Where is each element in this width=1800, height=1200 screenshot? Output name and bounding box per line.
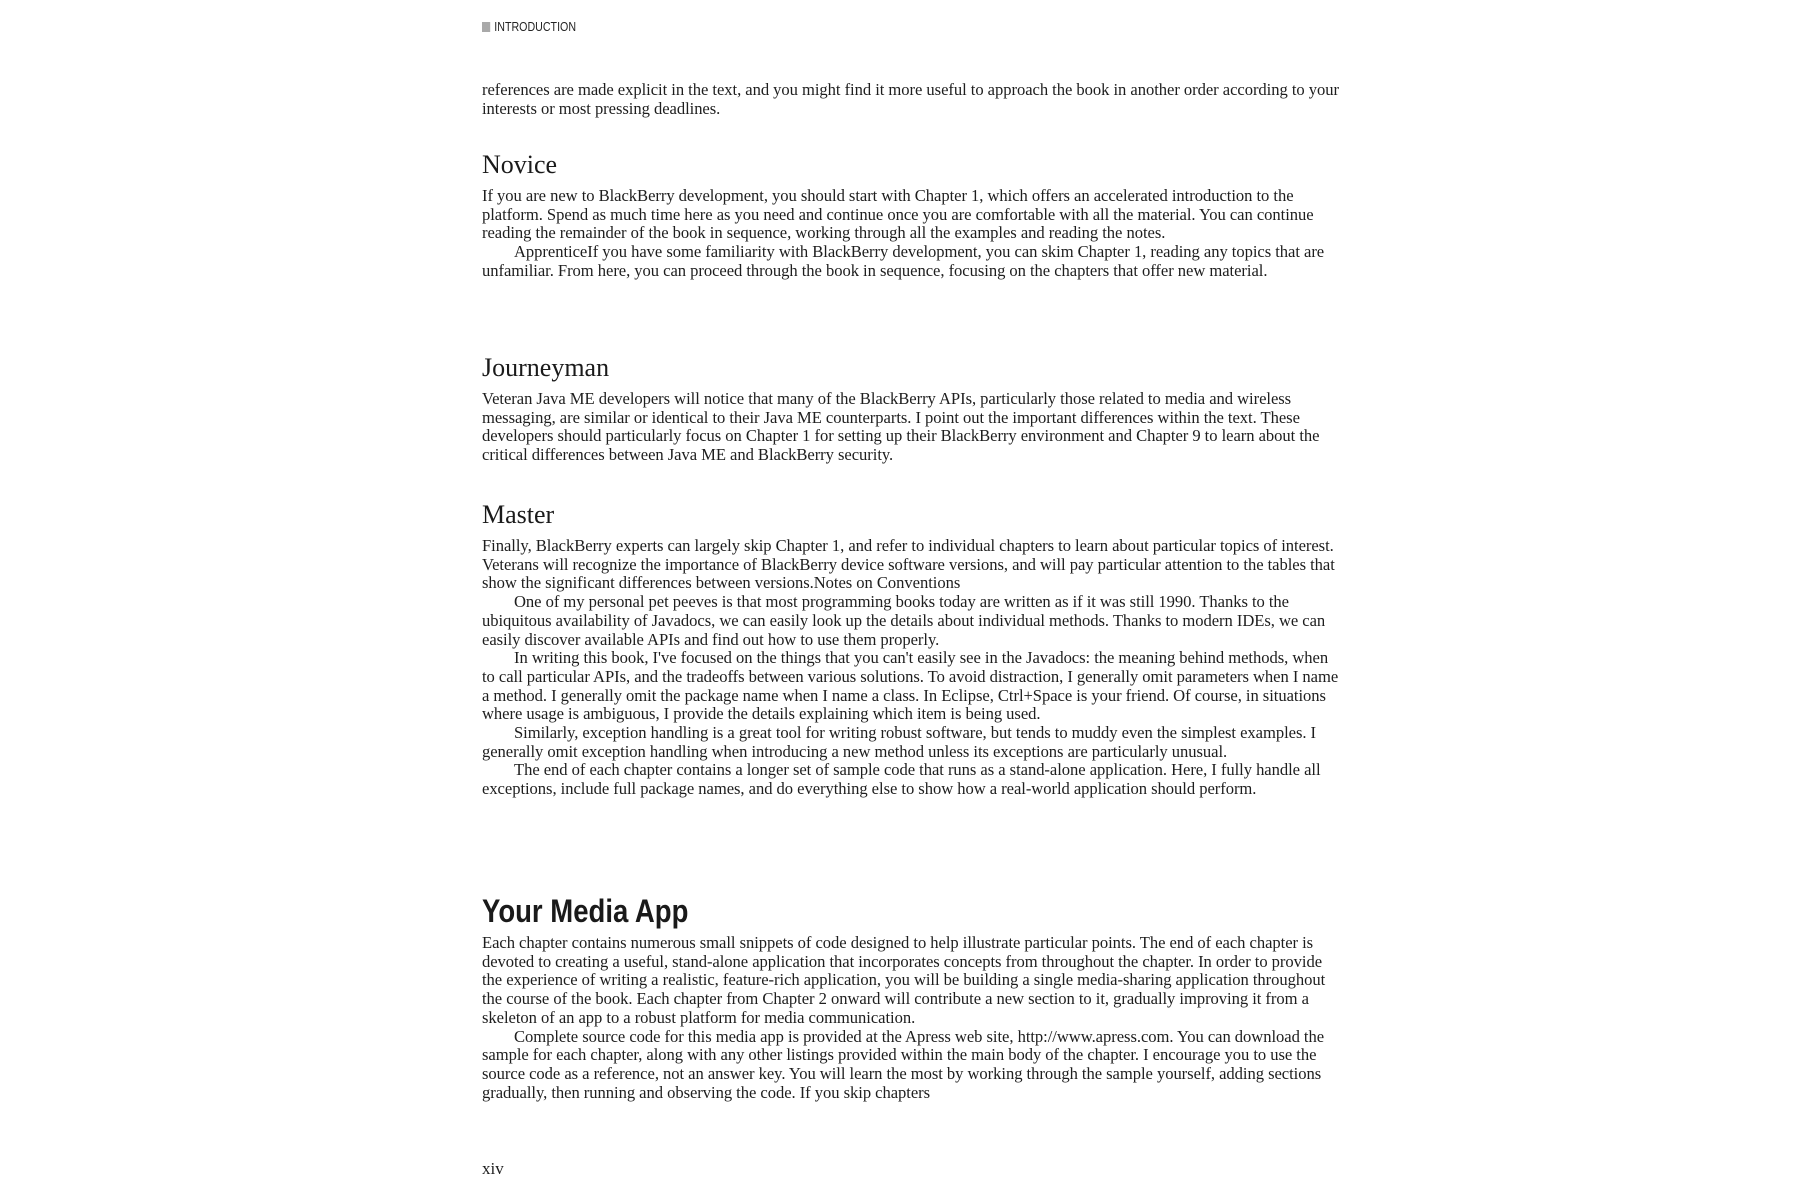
novice-section: [482, 150, 1342, 281]
media-app-section: [482, 893, 1342, 1102]
conventions-paragraph-1: One of my personal pet peeves is that most programming books today are written as if it was still 1990. Thanks to the ubiquitous availability of Javadocs, we can easily look up the details about individual methods. Thanks to modern IDEs, we can easily discover available APIs and find out how to use them properly.: [482, 592, 1326, 649]
conventions-paragraph-2: In writing this book, I've focused on the things that you can't easily see in the Javadocs: the meaning behind methods, when to call particular APIs, and the tradeoffs between various solutions. To avoid distraction, I generally omit parameters when I name a method. I generally omit the package name when I name a class. In Eclipse, Ctrl+Space is your friend. Of course, in situations where usage is ambiguous, I provide the details explaining which item is being used.: [482, 648, 1339, 724]
novice-heading: Novice: [482, 150, 558, 179]
running-head-square-icon: [482, 22, 490, 32]
journeyman-section: [482, 353, 1342, 465]
media-app-heading: Your Media App: [482, 893, 689, 929]
journeyman-heading: Journeyman: [482, 353, 610, 382]
intro-paragraph: references are made explicit in the text, and you might find it more useful to approach the book in another order according to your interests or most pressing deadlines.: [482, 80, 1339, 118]
master-section: [482, 500, 1342, 799]
conventions-paragraph-4: The end of each chapter contains a longer set of sample code that runs as a stand-alone application. Here, I fully handle all exceptions, include full package names, and do everything else to show how a real-world application should perform.: [482, 760, 1321, 799]
conventions-paragraph-3: Similarly, exception handling is a great tool for writing robust software, but tends to muddy even the simplest examples. I generally omit exception handling when introducing a new method unless its exceptions are particularly unusual.: [482, 723, 1317, 761]
media-app-paragraph-2: Complete source code for this media app is provided at the Apress web site, http://www.apress.com. You can download the sample for each chapter, along with any other listings provided within the main body of the chapter. I encourage you to use the source code as a reference, not an answer key. You will learn the most by working through the sample yourself, adding sections gradually, then running and observing the code. If you skip chapters: [482, 1026, 1325, 1102]
running-head-text: INTRODUCTION: [494, 19, 577, 34]
journeyman-paragraph: Veteran Java ME developers will notice that many of the BlackBerry APIs, particularly those related to media and wireless messaging, are similar or identical to their Java ME counterparts. I point out the important differences within the text. These developers should particularly focus on Chapter 1 for setting up their BlackBerry environment and Chapter 9 to learn about the critical differences between Java ME and BlackBerry security.: [482, 389, 1320, 465]
running-head: [482, 19, 576, 34]
master-paragraph-1: Finally, BlackBerry experts can largely skip Chapter 1, and refer to individual chapters to learn about particular topics of interest. Veterans will recognize the importance of BlackBerry device software versions, and will pay particular attention to the tables that show the significant differences between versions.Notes on Conventions: [482, 536, 1335, 593]
page-number: xiv: [482, 1159, 504, 1178]
apprentice-paragraph: ApprenticeIf you have some familiarity with BlackBerry development, you can skim Chapter 1, reading any topics that are unfamiliar. From here, you can proceed through the book in sequence, focusing on the chapters that offer new material.: [482, 242, 1325, 280]
intro-continuation: [482, 81, 1342, 118]
master-heading: Master: [482, 500, 555, 529]
media-app-paragraph-1: Each chapter contains numerous small snippets of code designed to help illustrate particular points. The end of each chapter is devoted to creating a useful, stand-alone application that incorporates concepts from throughout the chapter. In order to provide the experience of writing a realistic, feature-rich application, you will be building a single media-sharing application throughout the course of the book. Each chapter from Chapter 2 onward will contribute a new section to it, gradually improving it from a skeleton of an app to a robust platform for media communication.: [482, 933, 1326, 1027]
novice-paragraph-1: If you are new to BlackBerry development, you should start with Chapter 1, which offers an accelerated introduction to the platform. Spend as much time here as you need and continue once you are comfortable with all the material. You can continue reading the remainder of the book in sequence, working through all the examples and reading the notes.: [482, 186, 1314, 243]
